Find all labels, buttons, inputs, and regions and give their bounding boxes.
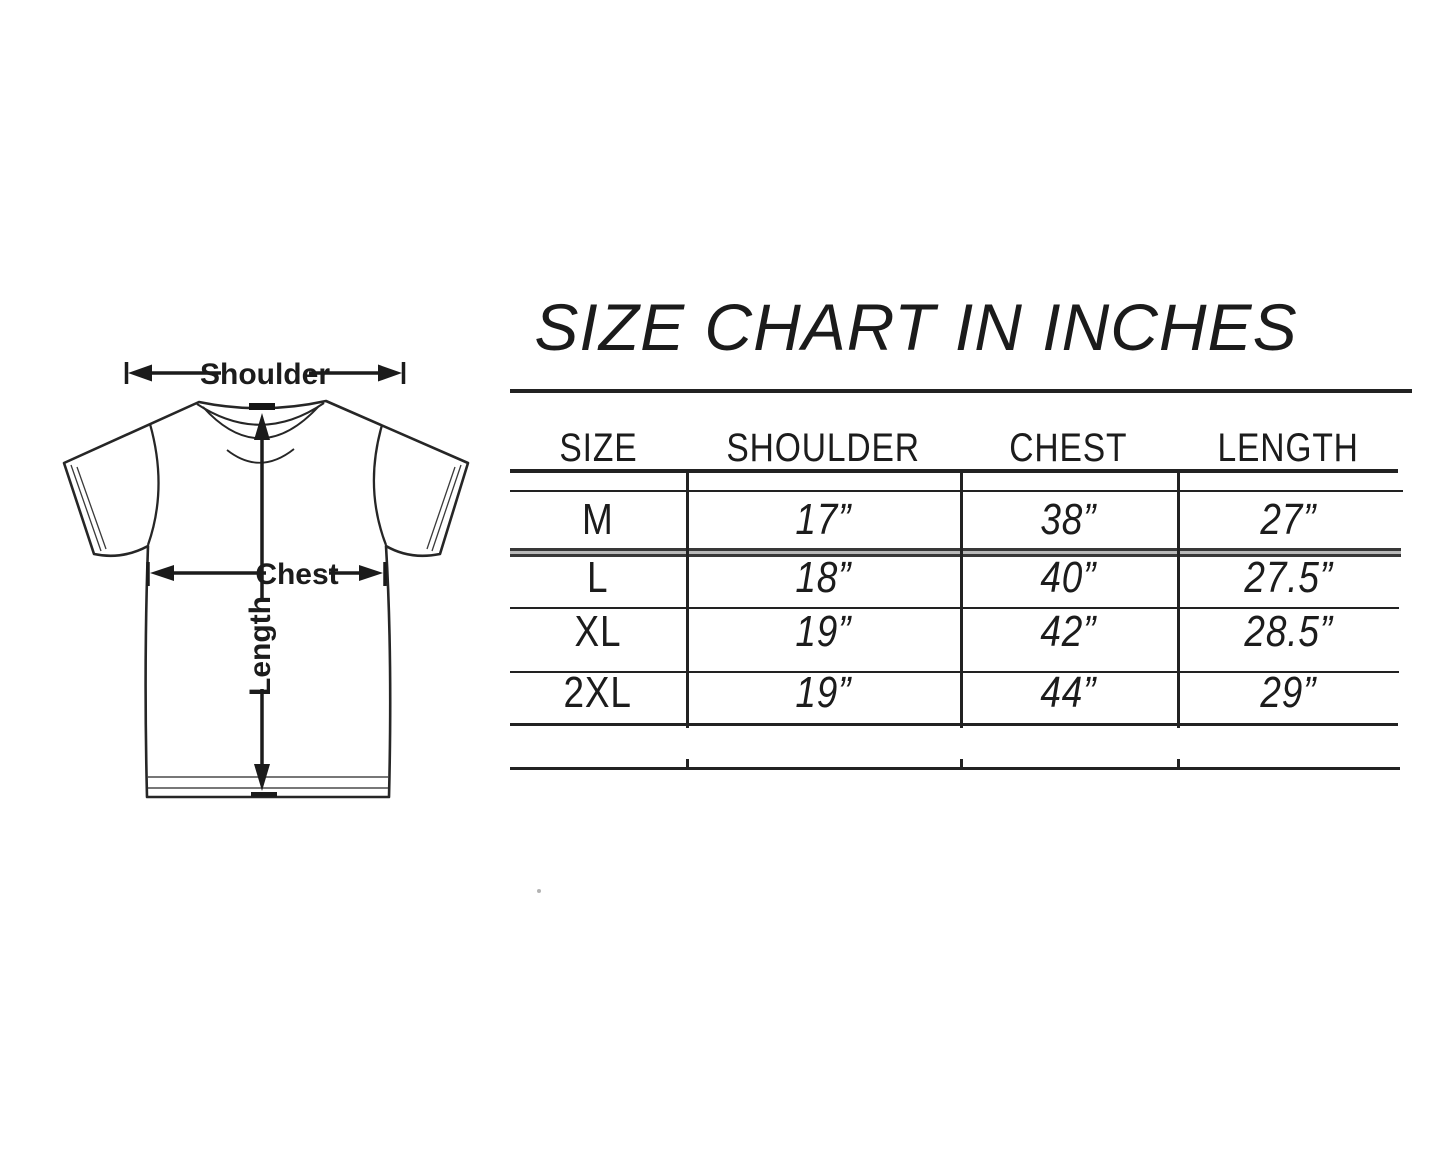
size-cell: 2XL	[563, 668, 633, 717]
size-cell: M	[582, 495, 614, 544]
chest-cell: 40”	[1040, 553, 1097, 602]
chest-cell: 38”	[1040, 495, 1097, 544]
table-row	[510, 493, 1400, 547]
size-table	[510, 389, 1412, 789]
tshirt-measurement-diagram	[30, 340, 480, 820]
size-cell: L	[587, 553, 609, 602]
header-length: LENGTH	[1217, 426, 1360, 470]
bottom-tick-3	[1177, 759, 1180, 770]
shoulder-cell: 19”	[795, 607, 851, 656]
length-cell: 27.5”	[1244, 553, 1333, 602]
table-row	[510, 666, 1400, 720]
chest-cell: 44”	[1040, 668, 1097, 717]
length-cell: 28.5”	[1244, 607, 1333, 656]
length-cell: 27”	[1260, 495, 1317, 544]
length-cell: 29”	[1260, 668, 1317, 717]
chest-label: Chest	[255, 558, 339, 591]
rule-table-bottom	[510, 767, 1400, 770]
length-label: Length	[244, 596, 277, 696]
shoulder-cell: 17”	[795, 495, 851, 544]
table-row	[510, 605, 1400, 659]
rule-under-title	[510, 389, 1412, 393]
shoulder-label: Shoulder	[199, 358, 331, 391]
page-title: SIZE CHART IN INCHES	[534, 290, 1298, 364]
bottom-tick-2	[960, 759, 963, 770]
shoulder-cell: 19”	[795, 668, 851, 717]
header-size: SIZE	[558, 426, 638, 470]
header-shoulder: SHOULDER	[726, 426, 920, 470]
table-row	[510, 551, 1400, 605]
header-chest: CHEST	[1009, 426, 1128, 470]
chest-cell: 42”	[1040, 607, 1097, 656]
size-cell: XL	[574, 607, 622, 656]
collar-tag-mark	[249, 403, 275, 410]
shoulder-cell: 18”	[795, 553, 851, 602]
rule-header-thin	[510, 490, 1403, 492]
table-header-row	[510, 421, 1400, 475]
rule-below-2xl	[510, 723, 1398, 726]
image-speck	[537, 889, 541, 893]
bottom-tick-1	[686, 759, 689, 770]
